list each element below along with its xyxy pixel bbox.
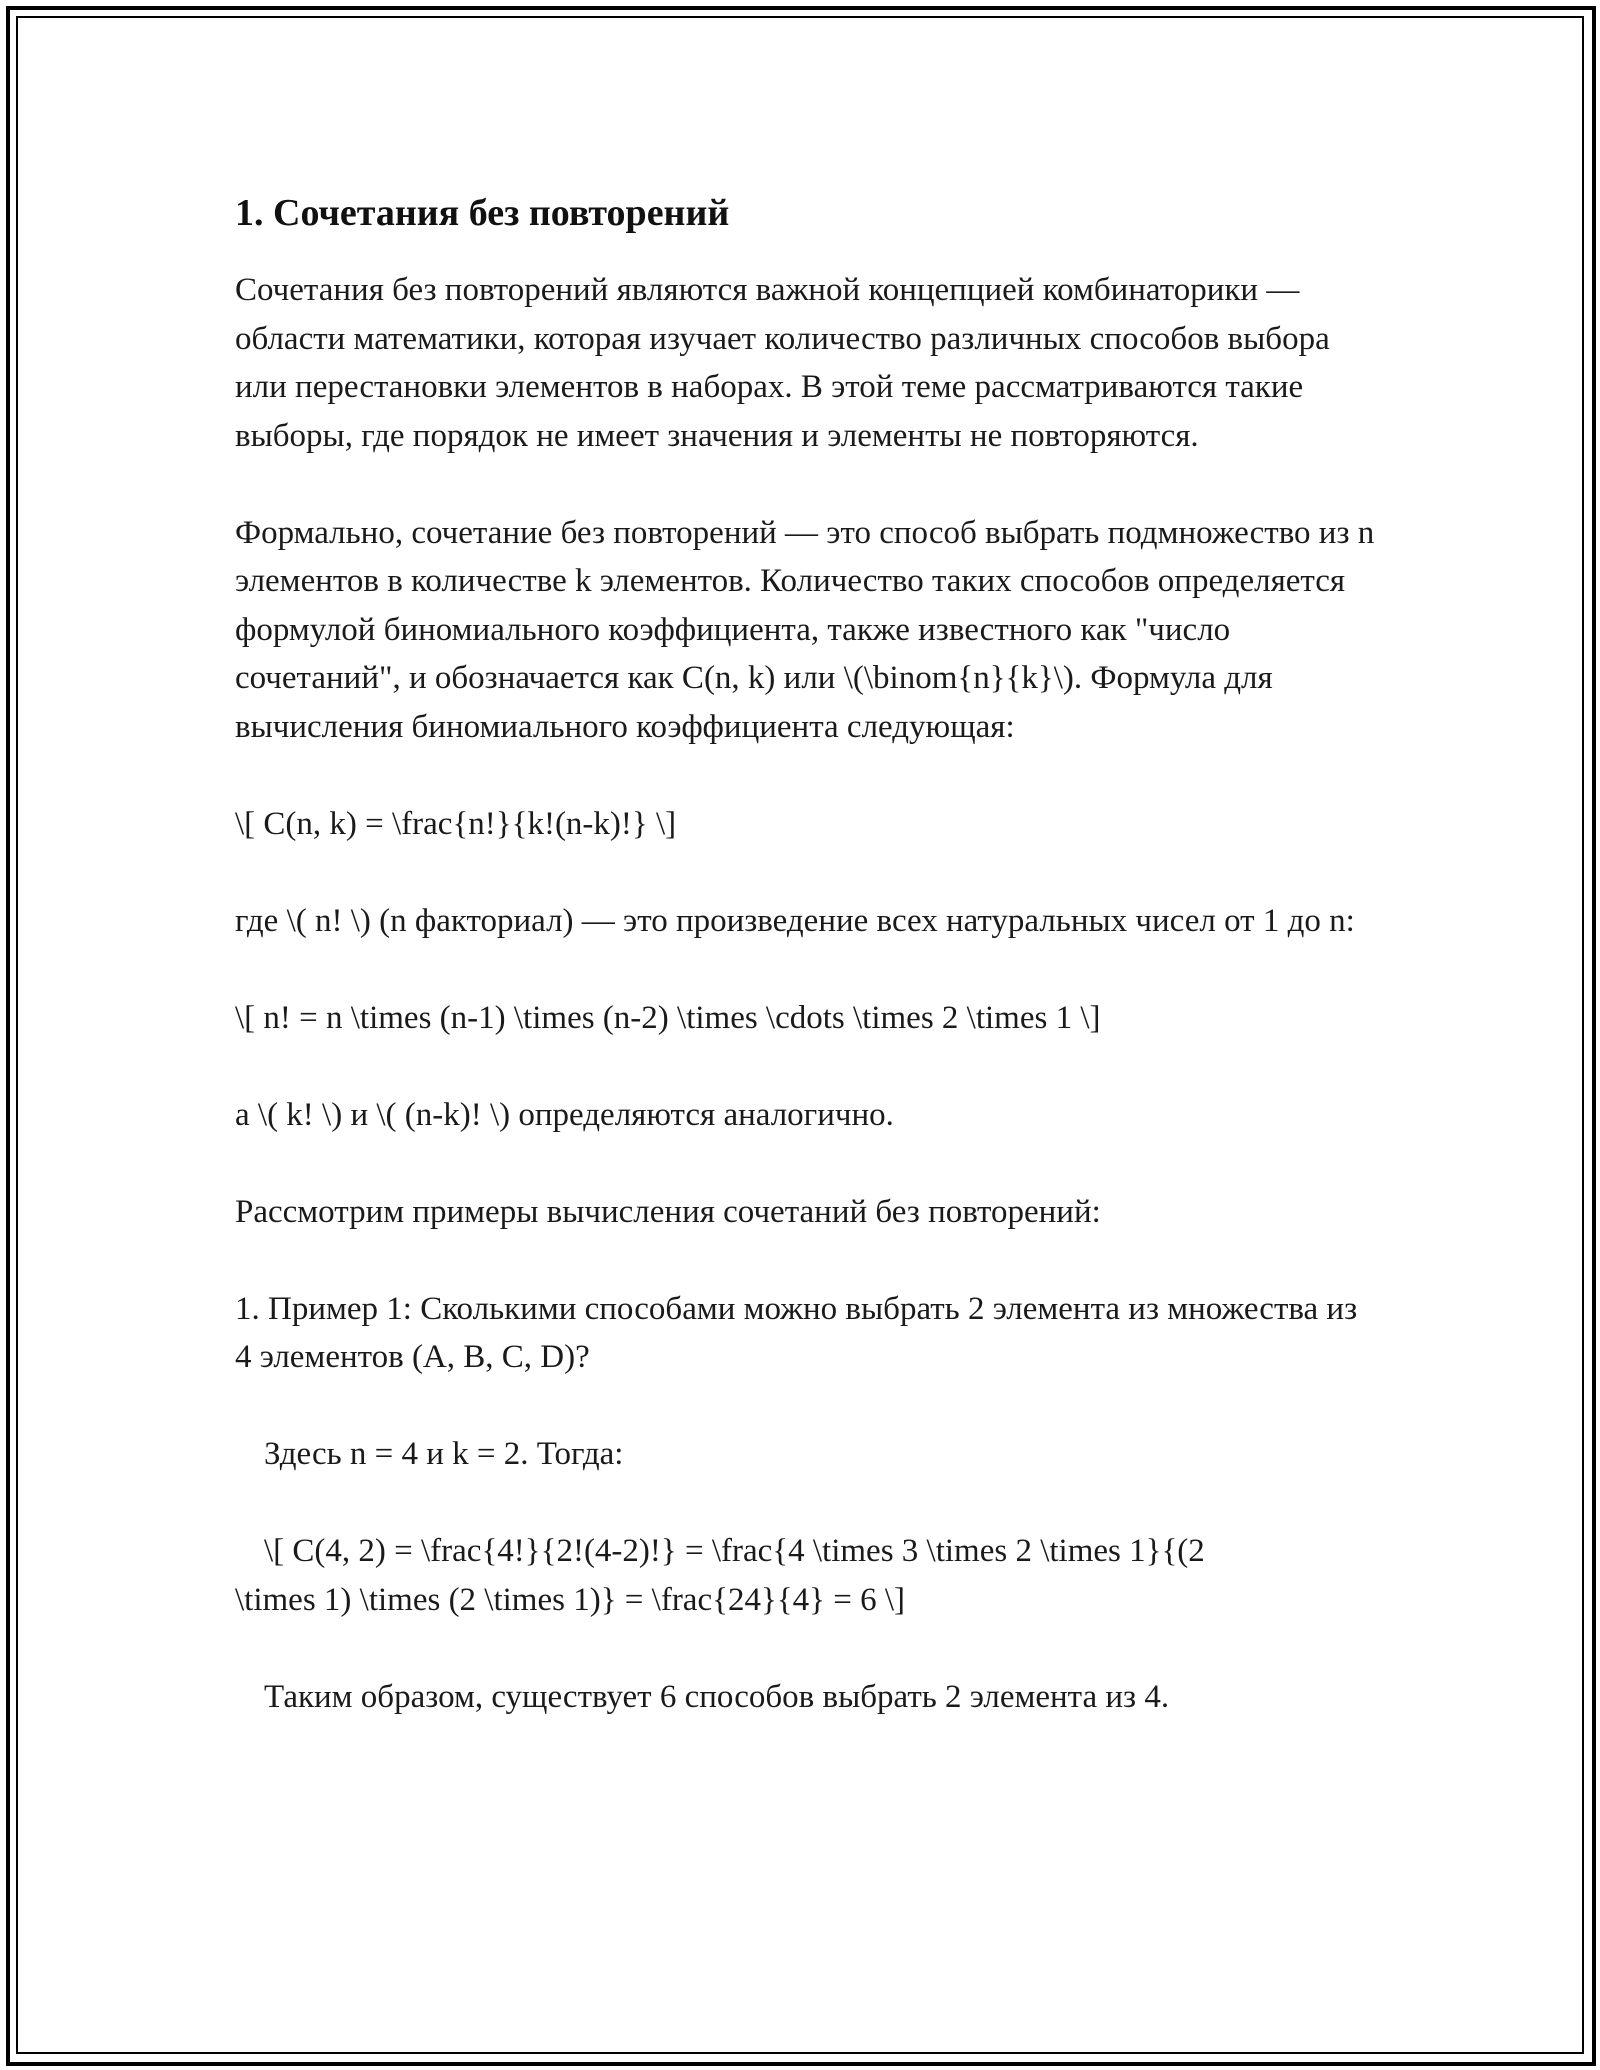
example-1-formula-line-1: \[ C(4, 2) = \frac{4!}{2!(4-2)!} = \frac{4 \times 3 \times 2 \times 1}{(2 xyxy=(264,1533,1205,1569)
formula-factorial: \[ n! = n \times (n-1) \times (n-2) \times \cdots \times 2 \times 1 \] xyxy=(235,999,1101,1036)
document-body xyxy=(235,190,1375,1770)
example-1-conclusion: Таким образом, существует 6 способов выбрать 2 элемента из 4. xyxy=(264,1678,1170,1715)
section-heading: 1. Сочетания без повторений xyxy=(235,192,730,234)
paragraph-factorial-definition: где \( n! \) (n факториал) — это произведение всех натуральных чисел от 1 до n: xyxy=(235,902,1355,939)
example-1-formula xyxy=(235,1527,1375,1624)
example-1-given: Здесь n = 4 и k = 2. Тогда: xyxy=(264,1436,624,1472)
formula-binomial: \[ C(n, k) = \frac{n!}{k!(n-k)!} \] xyxy=(235,805,677,842)
paragraph-examples-intro: Рассмотрим примеры вычисления сочетаний без повторений: xyxy=(235,1193,1101,1230)
paragraph-intro: Сочетания без повторений являются важной концепцией комбинаторики — области математики, которая изучает количество различных способов выбора или перестановки элементов в наборах. В этой теме рассматриваются такие выборы, где порядок не имеет значения и элементы не повторяются. xyxy=(235,272,1330,454)
example-1-question: 1. Пример 1: Сколькими способами можно выбрать 2 элемента из множества из 4 элементов (A, B, C, D)? xyxy=(235,1290,1358,1375)
paragraph-analog: а \( k! \) и \( (n-k)! \) определяются аналогично. xyxy=(235,1096,894,1133)
paragraph-formal-definition: Формально, сочетание без повторений — это способ выбрать подмножество из n элементов в количестве k элементов. Количество таких способов определяется формулой биномиального коэффициента, также известного как "число сочетаний", и обозначается как C(n, k) или \(\binom{n}{k}\). Формула для вычисления биномиального коэффициента следующая: xyxy=(235,514,1375,745)
example-1-formula-line-2: \times 1) \times (2 \times 1)} = \frac{24}{4} = 6 \] xyxy=(235,1581,905,1618)
